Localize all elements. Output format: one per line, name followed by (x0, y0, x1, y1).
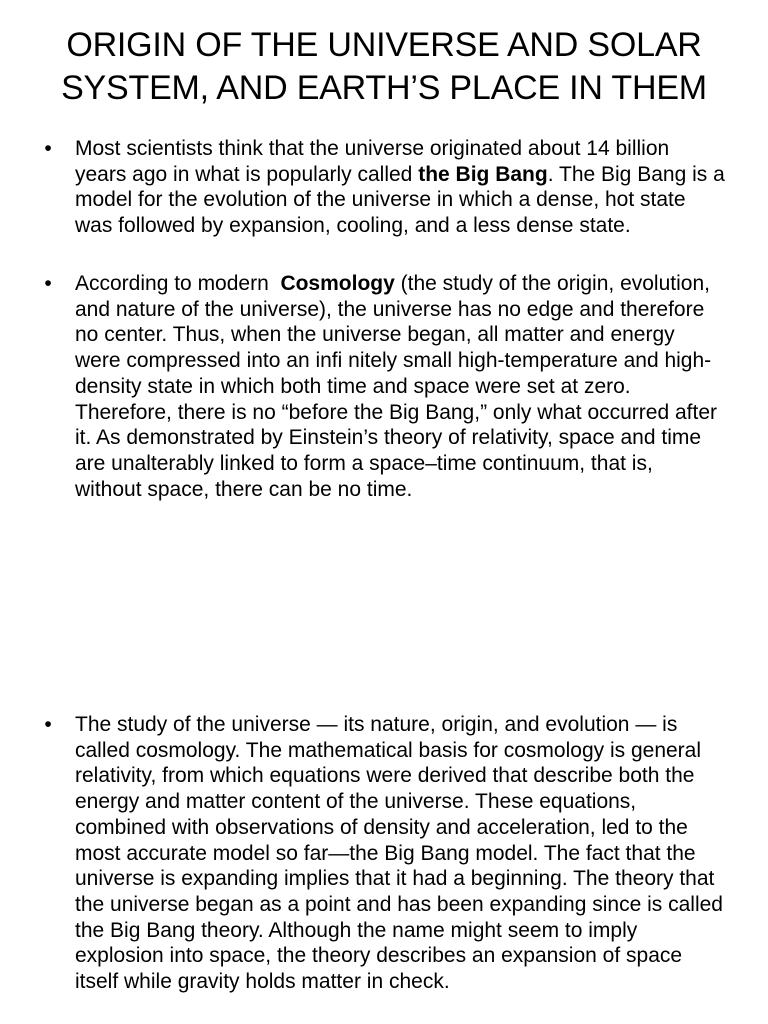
bullet-text: According to modern (75, 272, 281, 295)
bullet-text: (the study of the origin, evolution, and nature of the universe), the universe has no edge and therefore no center. Thus, when the universe began, all matter and energy were compressed into an infi nitely small high-temperature and high-density state in which both time and space were set at zero. Therefore, there is no “before the Big Bang,” only what occurred after it. As demonstrated by Einstein’s theory of relativity, space and time are unalterably linked to form a space–time continuum, that is, without space, there can be no time. (75, 272, 718, 501)
slide-title (20, 24, 748, 110)
bullet-item (44, 271, 725, 502)
bullet-text: The study of the universe — its nature, origin, and evolution — is called cosmology. The mathematical basis for cosmology is general relativity, from which equations were derived that describe both the energy and matter content of the universe. These equations, combined with observations of density and acceleration, led to the most accurate model so far—the Big Bang model. The fact that the universe is expanding implies that it had a beginning. The theory that the universe began as a point and has been expanding since is called the Big Bang theory. Although the name might seem to imply explosion into space, the theory describes an expansion of space itself while gravity holds matter in check. (75, 713, 723, 994)
bullet-icon: • (44, 713, 52, 736)
bullet-text: . The Big Bang is a model for the evolution of the universe in which a dense, hot state was followed by expansion, cooling, and a less dense state. (75, 162, 725, 238)
bullet-icon: • (44, 272, 52, 295)
bullet-item (44, 712, 725, 995)
bullet-icon: • (44, 137, 52, 160)
bullet-text: Most scientists think that the universe originated about 14 billion years ago in what is popularly called (75, 137, 670, 186)
bullet-bold-term: Cosmology (280, 272, 395, 295)
title-line-1: ORIGIN OF THE UNIVERSE AND SOLAR (66, 26, 702, 64)
title-line-2: SYSTEM, AND EARTH’S PLACE IN THEM (61, 69, 707, 107)
bullet-bold-term: the Big Bang (418, 162, 548, 186)
bullet-item (44, 136, 725, 239)
